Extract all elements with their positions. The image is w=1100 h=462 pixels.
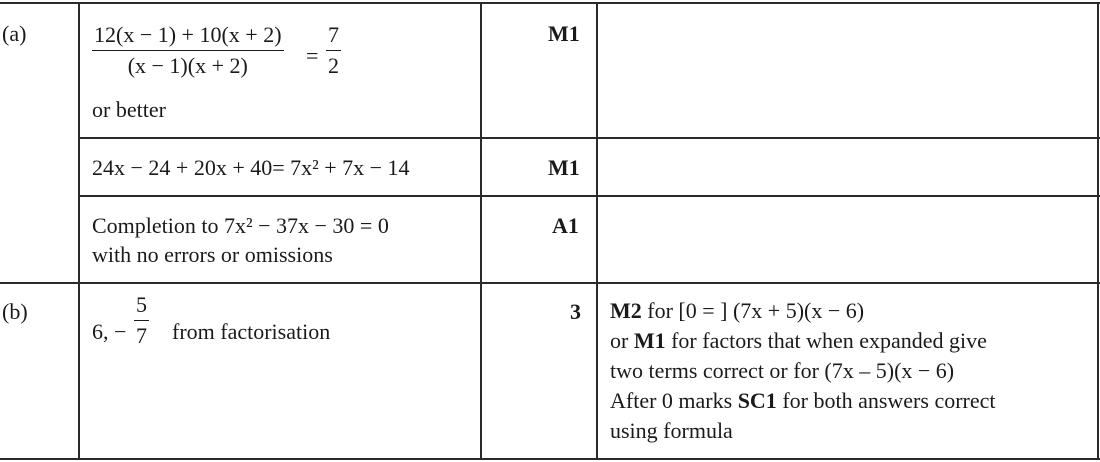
m1-code: M1 (633, 328, 666, 353)
row-divider (80, 137, 1100, 139)
guidance-line5: using formula (610, 418, 733, 443)
mark-a1: A1 (552, 213, 579, 238)
table-top-border (0, 2, 1100, 4)
column-divider-label (78, 2, 80, 460)
m1-text: for factors that when expanded give (671, 328, 987, 353)
answer-numerator: 5 (134, 292, 149, 321)
part-b-label: (b) (2, 299, 28, 324)
completion-line: Completion to 7x² − 37x − 30 = 0 (92, 213, 389, 238)
table-bottom-border (0, 458, 1100, 460)
guidance-line3: two terms correct or for (7x – 5)(x − 6) (610, 358, 955, 383)
rhs-denominator: 2 (328, 53, 339, 78)
table-right-border (1097, 2, 1099, 460)
m1-prefix: or (610, 328, 629, 353)
rhs-numerator: 7 (326, 22, 341, 51)
lhs-fraction (92, 22, 284, 79)
equals-sign: = (306, 43, 319, 68)
sc-prefix: After 0 marks (610, 388, 733, 413)
from-factorisation: from factorisation (172, 319, 331, 344)
part-a-label: (a) (2, 21, 27, 46)
total-marks: 3 (570, 299, 581, 324)
column-divider-guidance (596, 2, 598, 460)
expansion-working: 24x − 24 + 20x + 40= 7x² + 7x − 14 (92, 155, 410, 180)
mark-m1-row1: M1 (548, 21, 580, 46)
sc1-code: SC1 (737, 388, 777, 413)
part-divider (0, 282, 1100, 284)
no-errors-line: with no errors or omissions (92, 242, 333, 267)
guidance-m1-line (610, 326, 987, 356)
guidance-sc1-line (610, 386, 996, 416)
rhs-fraction (326, 22, 341, 79)
answer-prefix: 6, − (92, 319, 127, 344)
answer-denominator: 7 (136, 323, 147, 348)
or-better-note: or better (92, 97, 166, 122)
sc-text: for both answers correct (782, 388, 996, 413)
column-divider-mark (480, 2, 482, 460)
answer-fraction (134, 292, 149, 349)
m2-text: for [0 = ] (7x + 5)(x − 6) (647, 298, 865, 323)
m2-code: M2 (610, 298, 642, 323)
mark-m1-row2: M1 (548, 155, 580, 180)
guidance-m2-line (610, 296, 864, 326)
row-divider (80, 195, 1100, 197)
lhs-denominator: (x − 1)(x + 2) (127, 53, 248, 78)
lhs-numerator: 12(x − 1) + 10(x + 2) (92, 22, 284, 51)
